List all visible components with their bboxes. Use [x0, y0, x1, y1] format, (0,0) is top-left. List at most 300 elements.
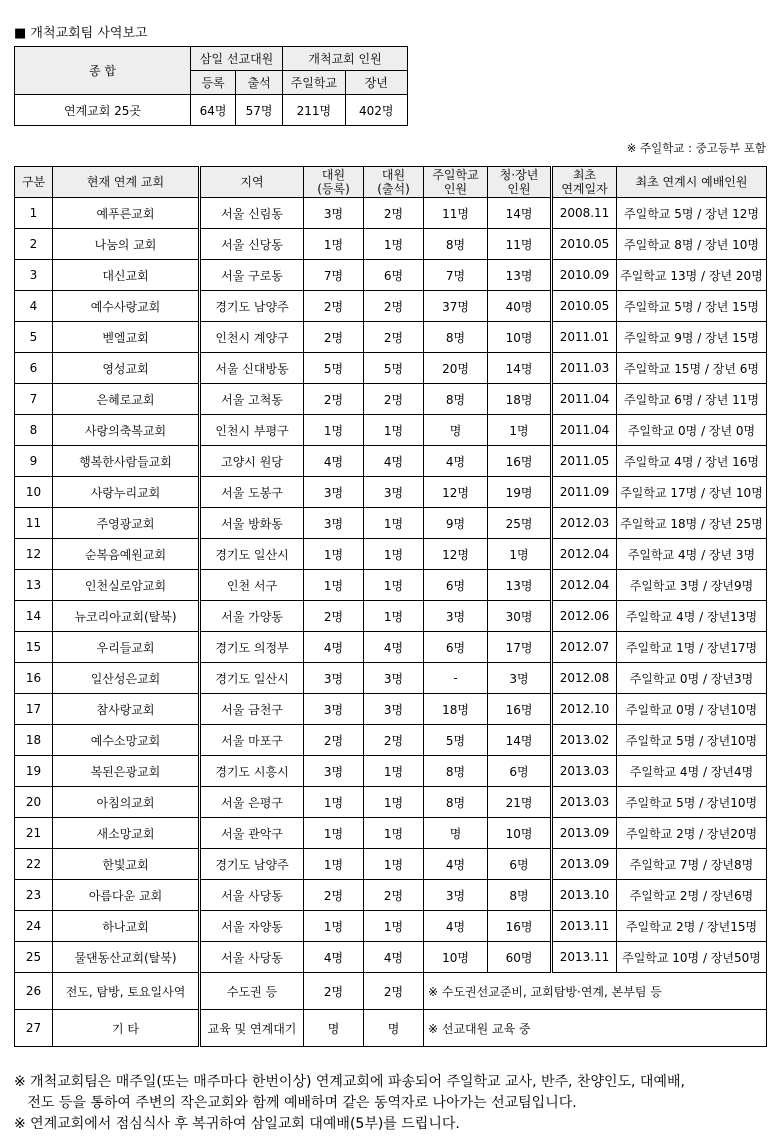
footnote-1: ※ 개척교회팀은 매주일(또는 매주마다 한번이상) 연계교회에 파송되어 주일학교 교사, 반주, 찬양인도, 대예배, — [14, 1074, 685, 1090]
row-number: 14 — [15, 601, 53, 632]
table-header-row — [15, 167, 767, 198]
adult-count: 14명 — [488, 725, 552, 756]
first-attendance: 주일학교 18명 / 장년 25명 — [617, 508, 767, 539]
sunday-school-count: 8명 — [424, 756, 488, 787]
first-attendance: 주일학교 0명 / 장년 0명 — [617, 415, 767, 446]
adult-count: 16명 — [488, 694, 552, 725]
first-attendance: 주일학교 5명 / 장년 12명 — [617, 198, 767, 229]
adult-count: 30명 — [488, 601, 552, 632]
region: 경기도 시흥시 — [200, 756, 304, 787]
table-row — [15, 384, 767, 415]
row-note: ※ 수도권선교준비, 교회탐방·연계, 본부팀 등 — [424, 973, 767, 1010]
members-attendance: 3명 — [364, 477, 424, 508]
table-row — [15, 787, 767, 818]
header-region: 지역 — [200, 167, 304, 198]
summary-sunday-school: 211명 — [283, 95, 345, 126]
first-date: 2011.05 — [552, 446, 617, 477]
adult-count: 40명 — [488, 291, 552, 322]
summary-adults: 402명 — [345, 95, 407, 126]
row-number: 19 — [15, 756, 53, 787]
region: 서울 사당동 — [200, 942, 304, 973]
region: 서울 구로동 — [200, 260, 304, 291]
row-number: 22 — [15, 849, 53, 880]
church-name: 새소망교회 — [53, 818, 200, 849]
adult-count: 14명 — [488, 198, 552, 229]
church-name: 한빛교회 — [53, 849, 200, 880]
members-registered: 1명 — [304, 415, 364, 446]
members-attendance: 4명 — [364, 446, 424, 477]
adult-count: 16명 — [488, 446, 552, 477]
header-adults — [488, 167, 552, 198]
members-attendance: 1명 — [364, 911, 424, 942]
sunday-school-count: 8명 — [424, 322, 488, 353]
table-row — [15, 508, 767, 539]
church-name: 예수소망교회 — [53, 725, 200, 756]
members-attendance: 4명 — [364, 942, 424, 973]
members-attendance: 1명 — [364, 415, 424, 446]
members-registered: 1명 — [304, 570, 364, 601]
church-name: 영성교회 — [53, 353, 200, 384]
sunday-school-note: ※ 주일학교 : 중고등부 포함 — [626, 141, 766, 155]
church-name: 인천실로암교회 — [53, 570, 200, 601]
first-date: 2008.11 — [552, 198, 617, 229]
table-row — [15, 911, 767, 942]
members-attendance: 4명 — [364, 632, 424, 663]
church-name: 기 타 — [53, 1010, 200, 1047]
row-number: 5 — [15, 322, 53, 353]
adult-count: 10명 — [488, 322, 552, 353]
members-attendance: 2명 — [364, 725, 424, 756]
table-row — [15, 539, 767, 570]
members-attendance: 2명 — [364, 291, 424, 322]
first-date: 2013.09 — [552, 849, 617, 880]
adult-count: 13명 — [488, 260, 552, 291]
adult-count: 18명 — [488, 384, 552, 415]
church-name: 순복음예원교회 — [53, 539, 200, 570]
church-name: 나눔의 교회 — [53, 229, 200, 260]
first-date: 2012.04 — [552, 570, 617, 601]
adult-count: 13명 — [488, 570, 552, 601]
adult-count: 19명 — [488, 477, 552, 508]
first-date: 2011.01 — [552, 322, 617, 353]
region: 고양시 원당 — [200, 446, 304, 477]
table-row — [15, 818, 767, 849]
adult-count: 6명 — [488, 849, 552, 880]
table-row — [15, 694, 767, 725]
church-name: 아름다운 교회 — [53, 880, 200, 911]
header-members-registered-line: (등록) — [317, 182, 350, 196]
sunday-school-count: - — [424, 663, 488, 694]
sunday-school-count: 11명 — [424, 198, 488, 229]
adult-count: 1명 — [488, 539, 552, 570]
region: 교육 및 연계대기 — [200, 1010, 304, 1047]
row-number: 3 — [15, 260, 53, 291]
church-name: 주영광교회 — [53, 508, 200, 539]
table-row — [15, 942, 767, 973]
members-registered: 3명 — [304, 477, 364, 508]
members-attendance: 1명 — [364, 818, 424, 849]
church-name: 아침의교회 — [53, 787, 200, 818]
members-attendance: 1명 — [364, 229, 424, 260]
members-attendance: 2명 — [364, 198, 424, 229]
header-first-attendance: 최초 연계시 예배인원 — [617, 167, 767, 198]
header-first-date-line: 연계일자 — [561, 182, 608, 196]
table-row — [15, 725, 767, 756]
sunday-school-count: 6명 — [424, 632, 488, 663]
summary-group-missionaries: 삼일 선교대원 — [191, 47, 283, 71]
first-date: 2013.02 — [552, 725, 617, 756]
church-name: 사랑의축복교회 — [53, 415, 200, 446]
sunday-school-count: 10명 — [424, 942, 488, 973]
members-registered: 1명 — [304, 849, 364, 880]
members-attendance: 2명 — [364, 973, 424, 1010]
row-number: 16 — [15, 663, 53, 694]
header-members-attendance-line: (출석) — [377, 182, 410, 196]
first-date: 2013.09 — [552, 818, 617, 849]
members-registered: 1명 — [304, 818, 364, 849]
church-name: 복된은광교회 — [53, 756, 200, 787]
summary-header-registered: 등록 — [191, 71, 236, 95]
row-number: 4 — [15, 291, 53, 322]
adult-count: 11명 — [488, 229, 552, 260]
row-number: 20 — [15, 787, 53, 818]
table-row — [15, 663, 767, 694]
first-date: 2010.05 — [552, 291, 617, 322]
summary-total-header: 종 합 — [15, 47, 191, 95]
first-attendance: 주일학교 15명 / 장년 6명 — [617, 353, 767, 384]
church-name: 예푸른교회 — [53, 198, 200, 229]
adult-count: 10명 — [488, 818, 552, 849]
row-number: 18 — [15, 725, 53, 756]
header-members-attendance-line: 대원 — [381, 168, 406, 182]
members-registered: 2명 — [304, 725, 364, 756]
church-name: 뉴코리아교회(탈북) — [53, 601, 200, 632]
church-name: 일산성은교회 — [53, 663, 200, 694]
sunday-school-count: 7명 — [424, 260, 488, 291]
first-date: 2012.04 — [552, 539, 617, 570]
members-attendance: 2명 — [364, 384, 424, 415]
region: 서울 신당동 — [200, 229, 304, 260]
sunday-school-count: 4명 — [424, 446, 488, 477]
first-date: 2011.03 — [552, 353, 617, 384]
header-number: 구분 — [15, 167, 53, 198]
first-attendance: 주일학교 2명 / 장년15명 — [617, 911, 767, 942]
sunday-school-count: 8명 — [424, 787, 488, 818]
region: 경기도 의정부 — [200, 632, 304, 663]
adult-count: 60명 — [488, 942, 552, 973]
header-adults-line: 청·장년 — [499, 168, 539, 182]
members-registered: 3명 — [304, 663, 364, 694]
sunday-school-count: 18명 — [424, 694, 488, 725]
adult-count: 3명 — [488, 663, 552, 694]
first-date: 2013.10 — [552, 880, 617, 911]
region: 서울 사당동 — [200, 880, 304, 911]
members-registered: 명 — [304, 1010, 364, 1047]
first-date: 2011.04 — [552, 384, 617, 415]
header-first-date — [552, 167, 617, 198]
members-attendance: 1명 — [364, 539, 424, 570]
region: 서울 관악구 — [200, 818, 304, 849]
first-date: 2012.10 — [552, 694, 617, 725]
first-attendance: 주일학교 2명 / 장년6명 — [617, 880, 767, 911]
header-members-attendance — [364, 167, 424, 198]
first-attendance: 주일학교 1명 / 장년17명 — [617, 632, 767, 663]
footnote-2: 전도 등을 통하여 주변의 작은교회와 함께 예배하며 같은 동역자로 나아가는 선교팀입니다. — [14, 1095, 577, 1111]
summary-row-label: 연계교회 25곳 — [15, 95, 191, 126]
sunday-school-count: 5명 — [424, 725, 488, 756]
members-attendance: 1명 — [364, 601, 424, 632]
table-row — [15, 756, 767, 787]
table-row — [15, 353, 767, 384]
region: 경기도 일산시 — [200, 539, 304, 570]
sunday-school-count: 8명 — [424, 384, 488, 415]
first-attendance: 주일학교 8명 / 장년 10명 — [617, 229, 767, 260]
header-sunday-school — [424, 167, 488, 198]
members-registered: 7명 — [304, 260, 364, 291]
summary-table — [14, 46, 408, 126]
church-name: 행복한사람들교회 — [53, 446, 200, 477]
row-number: 9 — [15, 446, 53, 477]
row-number: 11 — [15, 508, 53, 539]
first-attendance: 주일학교 6명 / 장년 11명 — [617, 384, 767, 415]
members-attendance: 5명 — [364, 353, 424, 384]
first-date: 2011.04 — [552, 415, 617, 446]
members-registered: 2명 — [304, 973, 364, 1010]
row-number: 6 — [15, 353, 53, 384]
members-attendance: 1명 — [364, 849, 424, 880]
row-number: 27 — [15, 1010, 53, 1047]
header-sunday-school-line: 주일학교 — [432, 168, 479, 182]
first-date: 2012.03 — [552, 508, 617, 539]
church-name: 은혜로교회 — [53, 384, 200, 415]
first-date: 2012.06 — [552, 601, 617, 632]
region: 서울 방화동 — [200, 508, 304, 539]
members-registered: 4명 — [304, 446, 364, 477]
first-attendance: 주일학교 9명 / 장년 15명 — [617, 322, 767, 353]
row-number: 17 — [15, 694, 53, 725]
sunday-school-count: 명 — [424, 818, 488, 849]
first-attendance: 주일학교 4명 / 장년 3명 — [617, 539, 767, 570]
region: 서울 고척동 — [200, 384, 304, 415]
church-name: 물댄동산교회(탈북) — [53, 942, 200, 973]
adult-count: 25명 — [488, 508, 552, 539]
row-number: 15 — [15, 632, 53, 663]
first-attendance: 주일학교 5명 / 장년10명 — [617, 787, 767, 818]
sunday-school-count: 4명 — [424, 849, 488, 880]
first-attendance: 주일학교 7명 / 장년8명 — [617, 849, 767, 880]
region: 경기도 남양주 — [200, 291, 304, 322]
header-members-registered-line: 대원 — [321, 168, 346, 182]
adult-count: 1명 — [488, 415, 552, 446]
footnote-3: ※ 연계교회에서 점심식사 후 복귀하여 삼일교회 대예배(5부)를 드립니다. — [14, 1116, 460, 1132]
first-attendance: 주일학교 4명 / 장년 16명 — [617, 446, 767, 477]
sunday-school-count: 12명 — [424, 477, 488, 508]
first-attendance: 주일학교 17명 / 장년 10명 — [617, 477, 767, 508]
church-table — [14, 166, 767, 1047]
row-number: 8 — [15, 415, 53, 446]
members-attendance: 6명 — [364, 260, 424, 291]
first-attendance: 주일학교 13명 / 장년 20명 — [617, 260, 767, 291]
first-date: 2010.09 — [552, 260, 617, 291]
church-name: 대신교회 — [53, 260, 200, 291]
row-number: 12 — [15, 539, 53, 570]
region: 서울 마포구 — [200, 725, 304, 756]
region: 서울 도봉구 — [200, 477, 304, 508]
region: 경기도 남양주 — [200, 849, 304, 880]
row-number: 13 — [15, 570, 53, 601]
first-attendance: 주일학교 4명 / 장년4명 — [617, 756, 767, 787]
sunday-school-count: 37명 — [424, 291, 488, 322]
sunday-school-count: 3명 — [424, 601, 488, 632]
first-attendance: 주일학교 0명 / 장년10명 — [617, 694, 767, 725]
row-number: 2 — [15, 229, 53, 260]
table-row — [15, 477, 767, 508]
members-registered: 1명 — [304, 911, 364, 942]
summary-header-sunday-school: 주일학교 — [283, 71, 345, 95]
adult-count: 17명 — [488, 632, 552, 663]
first-date: 2013.03 — [552, 787, 617, 818]
first-date: 2013.03 — [552, 756, 617, 787]
church-name: 참사랑교회 — [53, 694, 200, 725]
first-attendance: 주일학교 3명 / 장년9명 — [617, 570, 767, 601]
first-attendance: 주일학교 5명 / 장년 15명 — [617, 291, 767, 322]
summary-header-attendance: 출석 — [236, 71, 283, 95]
row-number: 24 — [15, 911, 53, 942]
members-attendance: 3명 — [364, 663, 424, 694]
members-registered: 5명 — [304, 353, 364, 384]
members-registered: 4명 — [304, 942, 364, 973]
header-first-date-line: 최초 — [572, 168, 597, 182]
page-title: ■ 개척교회팀 사역보고 — [14, 26, 148, 41]
sunday-school-count: 8명 — [424, 229, 488, 260]
adult-count: 21명 — [488, 787, 552, 818]
adult-count: 6명 — [488, 756, 552, 787]
table-row — [15, 322, 767, 353]
members-registered: 3명 — [304, 756, 364, 787]
region: 서울 금천구 — [200, 694, 304, 725]
table-row — [15, 446, 767, 477]
members-registered: 2명 — [304, 601, 364, 632]
sunday-school-count: 9명 — [424, 508, 488, 539]
row-number: 7 — [15, 384, 53, 415]
table-row-extra — [15, 1010, 767, 1047]
members-registered: 2명 — [304, 880, 364, 911]
members-attendance: 명 — [364, 1010, 424, 1047]
sunday-school-count: 3명 — [424, 880, 488, 911]
church-name: 벧엘교회 — [53, 322, 200, 353]
church-name: 전도, 탐방, 토요일사역 — [53, 973, 200, 1010]
region: 인천시 계양구 — [200, 322, 304, 353]
sunday-school-count: 20명 — [424, 353, 488, 384]
sunday-school-count: 12명 — [424, 539, 488, 570]
members-registered: 3명 — [304, 508, 364, 539]
members-registered: 2명 — [304, 291, 364, 322]
members-registered: 1명 — [304, 229, 364, 260]
region: 인천시 부평구 — [200, 415, 304, 446]
first-date: 2012.08 — [552, 663, 617, 694]
members-registered: 3명 — [304, 198, 364, 229]
row-number: 21 — [15, 818, 53, 849]
members-attendance: 2명 — [364, 322, 424, 353]
sunday-school-count: 명 — [424, 415, 488, 446]
region: 서울 은평구 — [200, 787, 304, 818]
first-date: 2010.05 — [552, 229, 617, 260]
table-row — [15, 415, 767, 446]
summary-registered: 64명 — [191, 95, 236, 126]
table-row — [15, 880, 767, 911]
members-registered: 3명 — [304, 694, 364, 725]
sunday-school-count: 6명 — [424, 570, 488, 601]
first-attendance: 주일학교 10명 / 장년50명 — [617, 942, 767, 973]
adult-count: 8명 — [488, 880, 552, 911]
region: 인천 서구 — [200, 570, 304, 601]
row-number: 25 — [15, 942, 53, 973]
region: 서울 자양동 — [200, 911, 304, 942]
adult-count: 16명 — [488, 911, 552, 942]
members-attendance: 3명 — [364, 694, 424, 725]
church-name: 사랑누리교회 — [53, 477, 200, 508]
table-row — [15, 198, 767, 229]
first-attendance: 주일학교 2명 / 장년20명 — [617, 818, 767, 849]
table-row — [15, 570, 767, 601]
table-row — [15, 601, 767, 632]
table-row-extra — [15, 973, 767, 1010]
header-members-registered — [304, 167, 364, 198]
first-date: 2011.09 — [552, 477, 617, 508]
row-number: 23 — [15, 880, 53, 911]
row-note: ※ 선교대원 교육 중 — [424, 1010, 767, 1047]
row-number: 26 — [15, 973, 53, 1010]
row-number: 1 — [15, 198, 53, 229]
members-attendance: 1명 — [364, 787, 424, 818]
row-number: 10 — [15, 477, 53, 508]
table-row — [15, 632, 767, 663]
sunday-school-count: 4명 — [424, 911, 488, 942]
members-registered: 2명 — [304, 322, 364, 353]
summary-attendance: 57명 — [236, 95, 283, 126]
table-row — [15, 849, 767, 880]
region: 서울 신림동 — [200, 198, 304, 229]
table-row — [15, 260, 767, 291]
region: 서울 가양동 — [200, 601, 304, 632]
summary-header-adults: 장년 — [345, 71, 407, 95]
church-name: 하나교회 — [53, 911, 200, 942]
region: 서울 신대방동 — [200, 353, 304, 384]
header-church: 현재 연계 교회 — [53, 167, 200, 198]
table-row — [15, 229, 767, 260]
church-name: 예수사랑교회 — [53, 291, 200, 322]
region: 수도권 등 — [200, 973, 304, 1010]
first-date: 2013.11 — [552, 942, 617, 973]
header-sunday-school-line: 인원 — [443, 182, 468, 196]
members-registered: 4명 — [304, 632, 364, 663]
first-attendance: 주일학교 5명 / 장년10명 — [617, 725, 767, 756]
members-registered: 1명 — [304, 539, 364, 570]
members-attendance: 1명 — [364, 570, 424, 601]
adult-count: 14명 — [488, 353, 552, 384]
members-attendance: 1명 — [364, 508, 424, 539]
summary-group-church-members: 개척교회 인원 — [283, 47, 408, 71]
first-attendance: 주일학교 0명 / 장년3명 — [617, 663, 767, 694]
first-date: 2012.07 — [552, 632, 617, 663]
members-registered: 2명 — [304, 384, 364, 415]
table-row — [15, 291, 767, 322]
region: 경기도 일산시 — [200, 663, 304, 694]
header-adults-line: 인원 — [507, 182, 531, 196]
first-attendance: 주일학교 4명 / 장년13명 — [617, 601, 767, 632]
members-attendance: 1명 — [364, 756, 424, 787]
members-registered: 1명 — [304, 787, 364, 818]
